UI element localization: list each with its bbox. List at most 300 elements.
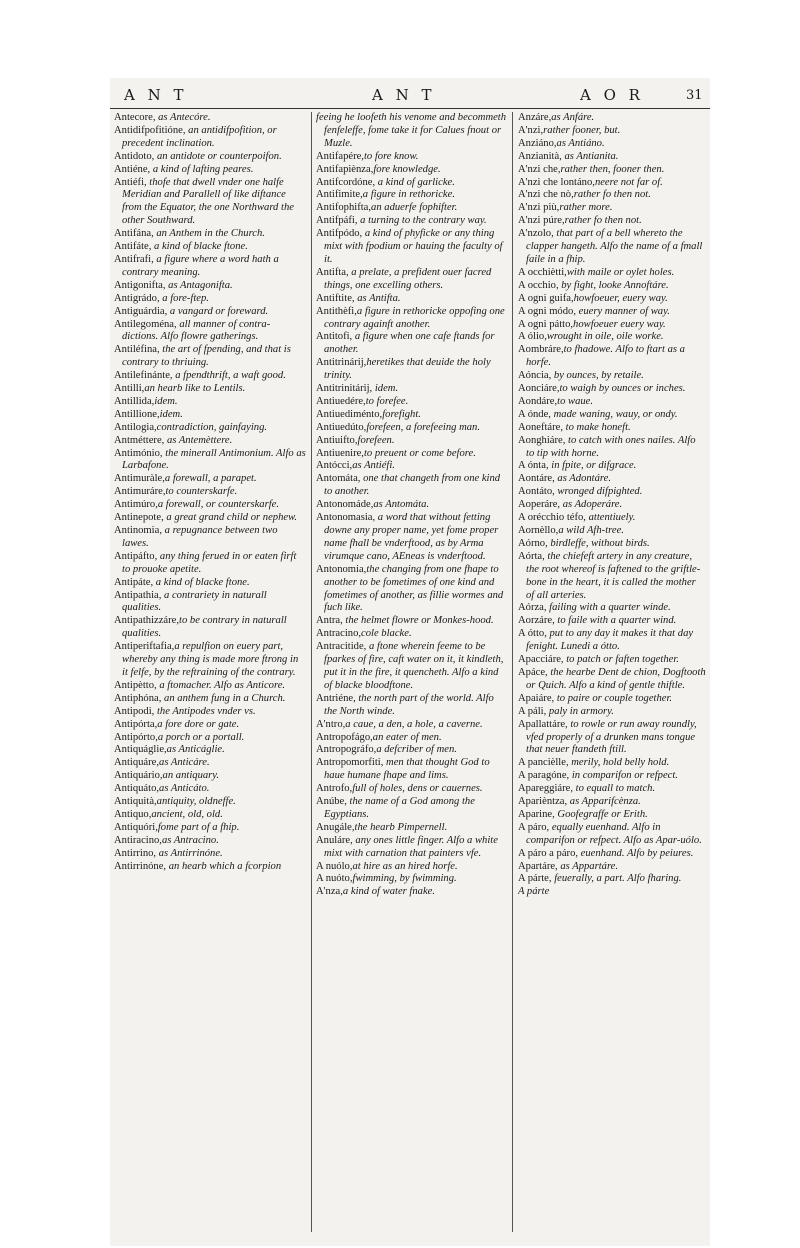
entry-definition: a forewall, or counterskarfe. xyxy=(157,499,279,511)
entry-headword: A'nza, xyxy=(316,886,343,898)
entry-definition: the north part of the world. Alfo the North winde. xyxy=(324,692,494,717)
entry-headword: Antigonifta, xyxy=(114,279,166,291)
entry-headword: A orécchio téfo, xyxy=(518,512,586,524)
entry-headword: Antonomia, xyxy=(316,563,367,575)
dictionary-entry xyxy=(518,112,706,125)
entry-definition: to make honeft. xyxy=(563,421,631,433)
entry-headword: Anuláre, xyxy=(316,834,353,846)
entry-headword: Antithèfi, xyxy=(316,305,357,317)
entry-headword: Antimuráre, xyxy=(114,486,166,498)
entry-definition: a figure in rethoricke oppofing one contrary againft another. xyxy=(324,305,505,330)
dictionary-entry xyxy=(114,770,306,783)
dictionary-entry xyxy=(518,370,706,383)
entry-definition: ancient, old, old. xyxy=(151,808,223,820)
dictionary-entry xyxy=(114,499,306,512)
entry-headword: Antilefinánte, xyxy=(114,370,173,382)
dictionary-entry xyxy=(316,396,508,409)
entry-definition: an antiquary. xyxy=(162,770,220,782)
entry-definition: as Antomáta. xyxy=(373,499,430,511)
dictionary-entry xyxy=(316,189,508,202)
entry-definition: as Antiéfi. xyxy=(352,460,395,472)
entry-headword: Antecore, xyxy=(114,112,156,123)
entry-definition: neere not far of. xyxy=(594,176,663,188)
dictionary-entry xyxy=(114,228,306,241)
entry-definition: as Antemèttere. xyxy=(164,434,233,446)
entry-definition: a wild Afh-tree. xyxy=(558,525,624,536)
dictionary-entry xyxy=(518,873,706,886)
entry-headword: Apacciáre, xyxy=(518,654,564,666)
entry-headword: Apareggiáre, xyxy=(518,783,573,795)
dictionary-entry xyxy=(114,719,306,732)
dictionary-entry xyxy=(518,293,706,306)
entry-headword: Aóncia, xyxy=(518,370,552,382)
dictionary-entry xyxy=(518,551,706,603)
entry-definition: an antidifpofition, or precedent inclination. xyxy=(122,124,277,149)
entry-definition: any thing ferued in or eaten firft to prouoke apetite. xyxy=(122,550,297,575)
dictionary-entry xyxy=(518,319,706,332)
dictionary-entry xyxy=(518,499,706,512)
dictionary-entry xyxy=(518,886,706,899)
dictionary-entry xyxy=(316,886,508,899)
entry-headword: Antimúro, xyxy=(114,499,158,511)
entry-definition: a caue, a den, a hole, a caverne. xyxy=(345,718,483,730)
entry-definition: as Antecóre. xyxy=(155,112,211,123)
entry-headword: Antipáte, xyxy=(114,576,154,588)
entry-headword: Aorzáre, xyxy=(518,615,555,627)
dictionary-entry xyxy=(518,460,706,473)
dictionary-entry xyxy=(316,151,508,164)
column-3 xyxy=(518,112,706,1237)
running-head-left: A N T xyxy=(124,86,188,104)
dictionary-entry xyxy=(518,861,706,874)
entry-headword: Antiquo, xyxy=(114,808,152,820)
entry-definition: an hearb which a fcorpion xyxy=(166,860,282,872)
entry-headword: Anúbe, xyxy=(316,796,347,808)
entry-definition: a figure when one cafe ftands for another. xyxy=(324,331,495,356)
entry-definition: by fight, looke Annoftáre. xyxy=(558,279,669,291)
entry-headword: Antillione, xyxy=(114,408,160,420)
dictionary-entry xyxy=(114,383,306,396)
entry-definition: as Antracino. xyxy=(161,834,219,846)
entry-definition: rather fo then not. xyxy=(573,189,651,201)
dictionary-entry xyxy=(114,473,306,486)
entry-headword: Anzianità, xyxy=(518,150,562,162)
entry-definition: the minerall Antimonium. Alfo as Larbafone. xyxy=(122,447,306,472)
dictionary-entry xyxy=(518,422,706,435)
entry-headword: Antonomasia, xyxy=(316,512,376,524)
dictionary-entry xyxy=(114,486,306,499)
dictionary-entry xyxy=(316,409,508,422)
entry-definition: a ftone wherein feeme to be fparkes of fire, caft water on it, it kindleth, put it in the fire, it quencheth. Alfo a kind of blacke bloodftone. xyxy=(324,641,504,691)
entry-headword: Apaiáre, xyxy=(518,692,555,704)
entry-headword: Anugále, xyxy=(316,821,355,833)
dictionary-entry xyxy=(518,344,706,370)
entry-headword: Antirrino, xyxy=(114,847,157,859)
dictionary-entry xyxy=(316,783,508,796)
dictionary-entry xyxy=(518,719,706,758)
entry-definition: feuerally, a part. Alfo fharing. xyxy=(551,873,682,885)
dictionary-entry xyxy=(316,267,508,293)
entry-headword: Antipètto, xyxy=(114,679,157,691)
entry-definition: fome part of a fhip. xyxy=(157,821,240,833)
dictionary-entry xyxy=(518,383,706,396)
entry-definition: by ounces, by retaile. xyxy=(551,370,644,382)
page-number: 31 xyxy=(686,88,703,103)
entry-headword: A páro a páro, xyxy=(518,847,579,859)
entry-headword: Antillida, xyxy=(114,395,155,407)
dictionary-entry xyxy=(518,409,706,422)
entry-definition: as Anfáre. xyxy=(551,112,595,123)
entry-headword: Antifimite, xyxy=(316,189,363,201)
dictionary-entry xyxy=(518,138,706,151)
entry-definition: any ones little finger. Alfo a white mixt with carnation that painters vfe. xyxy=(324,834,498,859)
entry-definition: failing with a quarter winde. xyxy=(546,602,671,614)
dictionary-entry xyxy=(114,680,306,693)
dictionary-entry xyxy=(316,177,508,190)
dictionary-entry xyxy=(316,306,508,332)
entry-headword: Antiquáre, xyxy=(114,757,160,769)
dictionary-entry xyxy=(316,744,508,757)
column-1 xyxy=(114,112,306,1237)
entry-headword: Antrofo, xyxy=(316,783,353,795)
dictionary-entry xyxy=(114,615,306,641)
dictionary-entry xyxy=(114,577,306,590)
dictionary-entry xyxy=(518,706,706,719)
entry-headword: Antidifpofitióne, xyxy=(114,124,186,136)
entry-headword: A páli, xyxy=(518,705,547,717)
dictionary-entry xyxy=(518,486,706,499)
dictionary-entry xyxy=(518,628,706,654)
dictionary-entry xyxy=(518,396,706,409)
dictionary-entry xyxy=(114,693,306,706)
entry-headword: Antimuràle, xyxy=(114,473,165,485)
dictionary-entry xyxy=(518,164,706,177)
entry-headword: Aoperáre, xyxy=(518,499,561,511)
entry-headword: A'nzi che, xyxy=(518,163,561,175)
entry-headword: Aonciáre, xyxy=(518,383,560,395)
entry-headword: Antinomia, xyxy=(114,525,162,536)
dictionary-entry xyxy=(316,422,508,435)
entry-headword: Antitofi, xyxy=(316,331,353,343)
dictionary-entry xyxy=(518,538,706,551)
dictionary-entry xyxy=(114,125,306,151)
entry-definition: the chiefeft artery in any creature, the root whereof is faftened to the griftle-bone in the heart, it is called the mother of all arteries. xyxy=(526,550,701,601)
entry-headword: Anziáno, xyxy=(518,137,557,149)
entry-headword: Antipathia, xyxy=(114,589,162,601)
entry-definition: a kind of garlicke. xyxy=(375,176,455,188)
dictionary-entry xyxy=(518,783,706,796)
dictionary-entry xyxy=(114,396,306,409)
dictionary-entry xyxy=(518,809,706,822)
entry-headword: Antipórto, xyxy=(114,731,158,743)
entry-definition: to waue. xyxy=(557,395,594,407)
running-head-center: A N T xyxy=(372,86,436,104)
entry-definition: to waigh by ounces or inches. xyxy=(559,383,686,395)
entry-headword: Antinepote, xyxy=(114,512,164,524)
dictionary-entry xyxy=(114,164,306,177)
entry-headword: Antiquità, xyxy=(114,796,157,808)
entry-definition: an anthem fung in a Church. xyxy=(161,692,286,704)
entry-headword: Antropográfo, xyxy=(316,744,377,756)
entry-headword: A ótto, xyxy=(518,628,547,640)
dictionary-entry xyxy=(316,564,508,616)
dictionary-entry xyxy=(518,473,706,486)
entry-definition: as Antiáno. xyxy=(556,137,605,149)
entry-headword: Antilegoména, xyxy=(114,318,177,330)
dictionary-entry xyxy=(114,744,306,757)
entry-definition: contradiction, gainfaying. xyxy=(156,421,268,433)
entry-definition: heretikes that deuide the holy trinity. xyxy=(324,357,491,382)
entry-definition: wronged difpighted. xyxy=(554,486,643,498)
entry-headword: Antilogia, xyxy=(114,421,157,433)
entry-definition: A párte xyxy=(518,886,550,898)
entry-headword: A ogni módo, xyxy=(518,305,576,317)
entry-headword: Aórza, xyxy=(518,602,547,614)
entry-headword: Antiperiftafia, xyxy=(114,641,175,653)
entry-headword: Aontáto, xyxy=(518,486,555,498)
entry-headword: A'nzolo, xyxy=(518,228,554,240)
entry-definition: a porch or a portall. xyxy=(157,731,245,743)
dictionary-entry xyxy=(114,861,306,874)
entry-headword: Aparièntza, xyxy=(518,796,568,808)
dictionary-entry xyxy=(518,693,706,706)
entry-headword: Antifrafi, xyxy=(114,253,154,265)
entry-definition: as Anticáre. xyxy=(159,757,210,769)
entry-headword: Antiquóri, xyxy=(114,821,158,833)
entry-definition: merily, hold belly hold. xyxy=(568,757,670,769)
dictionary-entry xyxy=(518,822,706,848)
dictionary-entry xyxy=(316,757,508,783)
dictionary-entry xyxy=(316,435,508,448)
entry-headword: Apartáre, xyxy=(518,860,558,872)
entry-definition: the Antipodes vnder vs. xyxy=(154,705,256,717)
entry-headword: Antimónio, xyxy=(114,447,163,459)
entry-definition: at hire as an hired horfe. xyxy=(352,860,458,872)
dictionary-entry xyxy=(114,370,306,383)
entry-definition: to counterskarfe. xyxy=(165,486,238,498)
entry-definition: that part of a bell whereto the clapper hangeth. Alfo the name of a fmall faile in a fhip. xyxy=(526,228,703,265)
dictionary-entry xyxy=(316,873,508,886)
dictionary-entry xyxy=(518,512,706,525)
entry-headword: Antiquáto, xyxy=(114,783,160,795)
dictionary-entry xyxy=(114,293,306,306)
dictionary-entry xyxy=(518,202,706,215)
dictionary-entry xyxy=(316,164,508,177)
entry-headword: Antipáfto, xyxy=(114,550,158,562)
dictionary-entry xyxy=(316,473,508,499)
dictionary-entry xyxy=(518,177,706,190)
entry-headword: Aoneftáre, xyxy=(518,421,563,433)
entry-definition: full of holes, dens or cauernes. xyxy=(352,783,483,795)
entry-headword: Antipórta, xyxy=(114,718,158,730)
dictionary-entry xyxy=(316,383,508,396)
entry-headword: A nuóto, xyxy=(316,873,353,885)
entry-headword: Antifpáfi, xyxy=(316,215,358,227)
entry-headword: Antiquáglie, xyxy=(114,744,167,756)
dictionary-entry xyxy=(114,822,306,835)
entry-definition: one that changeth from one kind to another. xyxy=(324,473,501,498)
entry-definition: to paire or couple together. xyxy=(554,692,673,704)
entry-definition: fore knowledge. xyxy=(373,163,441,175)
dictionary-entry xyxy=(316,796,508,822)
entry-definition: as Anticáglie. xyxy=(166,744,225,756)
entry-definition: rather more. xyxy=(559,202,613,214)
entry-definition: as Adoperáre. xyxy=(560,499,623,511)
entry-definition: forefeen. xyxy=(357,434,395,446)
entry-headword: Aórta, xyxy=(518,550,545,562)
entry-definition: to equall to match. xyxy=(573,783,656,795)
dictionary-entry xyxy=(316,732,508,745)
entry-definition: to fore know. xyxy=(363,150,419,162)
dictionary-entry xyxy=(518,654,706,667)
entry-headword: Antifophifta, xyxy=(316,202,372,214)
entry-definition: a kind of phyficke or any thing mixt with fpodium or hauing the faculty of it. xyxy=(324,228,503,265)
entry-headword: A paragóne, xyxy=(518,770,570,782)
dictionary-entry xyxy=(316,448,508,461)
entry-definition: a fpendthrift, a waft good. xyxy=(172,370,286,382)
dictionary-entry xyxy=(316,499,508,512)
entry-headword: Antiuedúto, xyxy=(316,421,367,433)
entry-headword: A ogni pátto, xyxy=(518,318,574,330)
entry-headword: Antigrádo, xyxy=(114,292,160,304)
entry-headword: Antiuenire, xyxy=(316,447,364,459)
entry-headword: Antiéne, xyxy=(114,163,151,175)
entry-headword: A páro, xyxy=(518,821,550,833)
entry-headword: A'nzi púre, xyxy=(518,215,565,227)
dictionary-entry xyxy=(316,293,508,306)
entry-headword: A'nzi più, xyxy=(518,202,560,214)
entry-headword: A ónde, xyxy=(518,408,551,420)
entry-definition: a figure where a word hath a contrary meaning. xyxy=(122,253,279,278)
entry-definition: put to any day it makes it that day fenight. Lunedi a ótto. xyxy=(526,628,694,653)
dictionary-entry xyxy=(114,280,306,293)
entry-headword: Antropomorfiti, xyxy=(316,757,384,769)
entry-definition: a figure in rethoricke. xyxy=(362,189,455,201)
entry-definition: a kind of blacke ftone. xyxy=(153,576,250,588)
entry-headword: A ogni guifa, xyxy=(518,292,574,304)
entry-headword: Aornèllo, xyxy=(518,525,559,536)
dictionary-entry xyxy=(114,448,306,474)
entry-definition: an aduerfe fophifter. xyxy=(371,202,458,214)
entry-headword: Antilli, xyxy=(114,383,145,395)
entry-definition: paly in armory. xyxy=(546,705,614,717)
entry-headword: Aórno, xyxy=(518,537,548,549)
entry-definition: as Antianita. xyxy=(561,150,619,162)
dictionary-entry xyxy=(518,331,706,344)
dictionary-entry xyxy=(316,822,508,835)
entry-definition: a vangard or foreward. xyxy=(167,305,269,317)
dictionary-entry xyxy=(114,551,306,577)
entry-headword: Aontáre, xyxy=(518,473,555,485)
dictionary-entry xyxy=(518,189,706,202)
entry-definition: forefeen, a forefeeing man. xyxy=(366,421,480,433)
running-head-right: A O R xyxy=(580,86,644,104)
dictionary-entry xyxy=(114,732,306,745)
dictionary-entry xyxy=(316,460,508,473)
entry-headword: A occhiètti, xyxy=(518,266,567,278)
dictionary-entry xyxy=(114,796,306,809)
entry-headword: Aparine, xyxy=(518,808,555,820)
dictionary-entry xyxy=(114,151,306,164)
dictionary-entry xyxy=(518,215,706,228)
entry-headword: Antifcordóne, xyxy=(316,176,376,188)
entry-definition: a forewall, a parapet. xyxy=(164,473,257,485)
entry-headword: Antiéfi, xyxy=(114,176,147,188)
dictionary-entry xyxy=(114,835,306,848)
entry-definition: an hearb like to Lentils. xyxy=(144,383,246,395)
dictionary-entry xyxy=(114,512,306,525)
entry-headword: Aombráre, xyxy=(518,344,564,356)
dictionary-entry xyxy=(114,254,306,280)
dictionary-entry xyxy=(114,641,306,680)
entry-headword: Aondáre, xyxy=(518,395,558,407)
entry-definition: to preuent or come before. xyxy=(363,447,476,459)
entry-definition: fwimming, by fwimming. xyxy=(352,873,457,885)
entry-headword: Apáce, xyxy=(518,666,548,678)
entry-definition: as Antagonifta. xyxy=(165,279,233,291)
dictionary-entry xyxy=(518,757,706,770)
dictionary-entry xyxy=(316,112,508,151)
entry-definition: a repugnance between two lawes. xyxy=(122,525,278,549)
dictionary-entry xyxy=(114,783,306,796)
entry-headword: Antidoto, xyxy=(114,150,155,162)
entry-headword: A ónta, xyxy=(518,460,549,472)
entry-headword: Antiuediménto, xyxy=(316,408,383,420)
entry-definition: men that thought God to haue humane fhape and lims. xyxy=(324,757,490,782)
dictionary-entry xyxy=(316,215,508,228)
entry-definition: rather fooner, but. xyxy=(543,124,621,136)
entry-headword: Antracino, xyxy=(316,628,362,640)
entry-definition: rather then, fooner then. xyxy=(560,163,665,175)
entry-definition: all manner of contra-dictions. Alfo flowre gatherings. xyxy=(122,318,271,343)
entry-definition: a ftomacher. Alfo as Anticore. xyxy=(156,679,286,691)
entry-definition: the hearb Pimpernell. xyxy=(354,821,448,833)
dictionary-entry xyxy=(114,590,306,616)
entry-headword: Antméttere, xyxy=(114,434,165,446)
entry-headword: Antiuedére, xyxy=(316,395,366,407)
entry-definition: cole blacke. xyxy=(361,628,412,640)
entry-definition: as Appartáre. xyxy=(557,860,619,872)
entry-headword: A occhio, xyxy=(518,279,559,291)
entry-definition: euenhand. Alfo by peiures. xyxy=(578,847,694,859)
dictionary-entry xyxy=(114,435,306,448)
entry-headword: Antifapére, xyxy=(316,150,364,162)
dictionary-entry xyxy=(518,125,706,138)
dictionary-entry xyxy=(316,512,508,564)
dictionary-entry xyxy=(114,809,306,822)
dictionary-entry xyxy=(518,228,706,267)
entry-definition: as Antifta. xyxy=(354,292,401,304)
entry-headword: Aonghiáre, xyxy=(518,434,566,446)
entry-definition: to be contrary in naturall qualities. xyxy=(122,615,287,640)
entry-definition: howfoeuer, euery way. xyxy=(573,292,668,304)
entry-headword: Antirrinóne, xyxy=(114,860,167,872)
entry-definition: made waning, wauy, or ondy. xyxy=(550,408,678,420)
dictionary-entry xyxy=(316,357,508,383)
entry-headword: Antipathizzáre, xyxy=(114,615,180,627)
entry-definition: as Adontáre. xyxy=(554,473,611,485)
entry-definition: as Anticáto. xyxy=(159,783,210,795)
entry-headword: Antiftite, xyxy=(316,292,355,304)
dictionary-entry xyxy=(316,202,508,215)
entry-definition: in comparifon or refpect. xyxy=(569,770,678,782)
entry-headword: A'ntro, xyxy=(316,718,346,730)
dictionary-entry xyxy=(316,861,508,874)
entry-headword: Antomáta, xyxy=(316,473,361,485)
entry-definition: the name of a God among the Egyptians. xyxy=(324,796,475,820)
dictionary-entry xyxy=(316,719,508,732)
entry-headword: Antonomáde, xyxy=(316,499,374,511)
